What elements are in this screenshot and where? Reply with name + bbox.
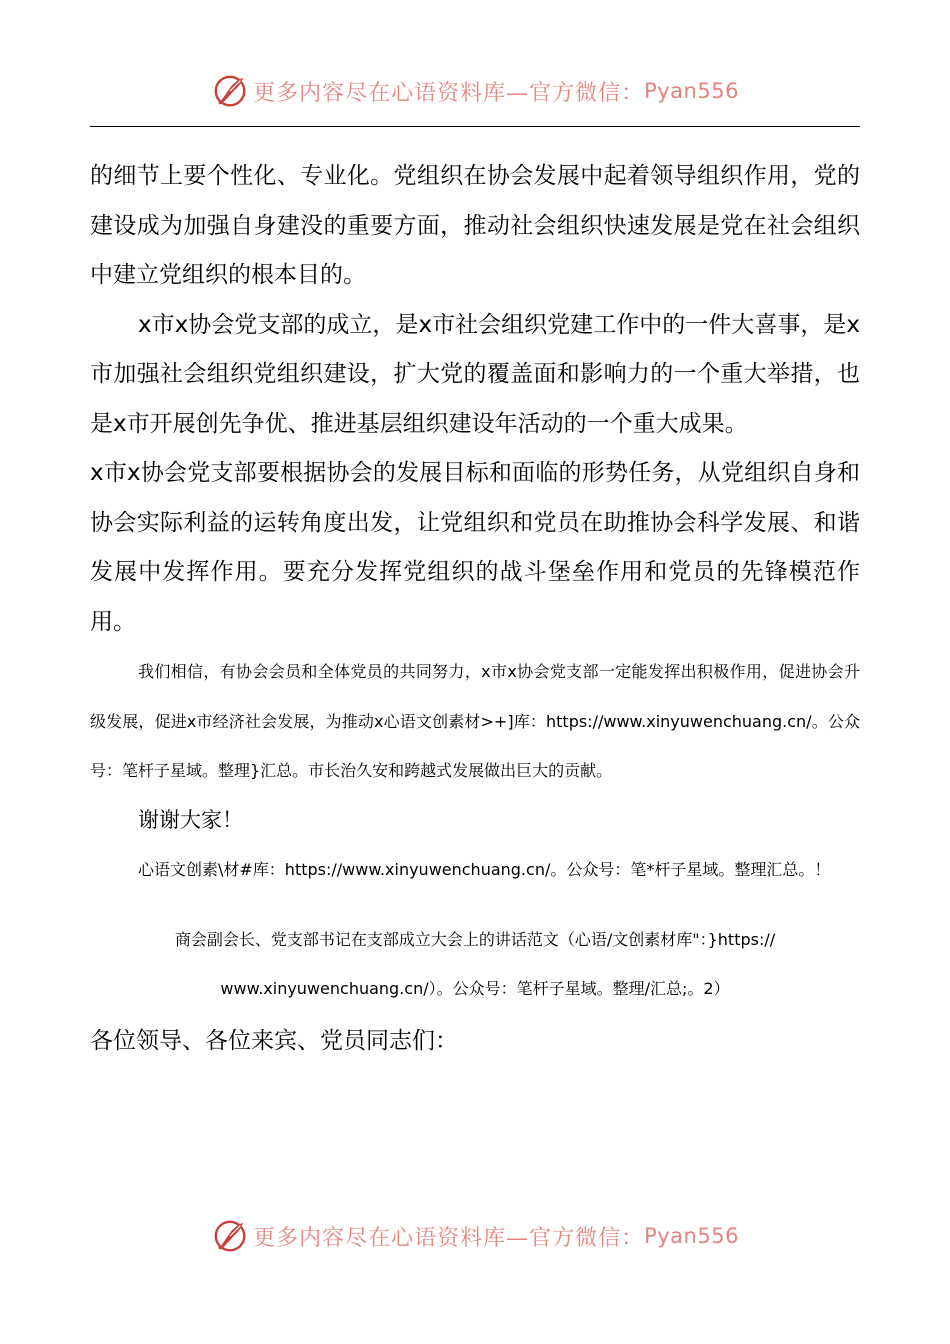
header-wechat-id: Pyan556: [644, 79, 739, 103]
subtitle-line-1: 商会副会长、党支部书记在支部成立大会上的讲话范文（心语/文创素材库"：}https://: [174, 929, 776, 949]
paragraph-4: 我们相信，有协会会员和全体党员的共同努力，x市x协会党支部一定能发挥出积极作用，促进协会升级发展，促进x市经济社会发展，为推动x心语文创素材>+]库：https://www.xinyuwenchuang.cn/。公众号：笔杆子星域。整理}汇总。市长治久安和跨越式发展做出巨大的贡献。: [90, 662, 860, 780]
greeting: 各位领导、各位来宾、党员同志们：: [90, 1027, 458, 1054]
quill-pen-logo-icon: [211, 72, 249, 110]
paragraph-2: x市x协会党支部的成立，是x市社会组织党建工作中的一件大喜事，是x市加强社会组织党组织建设，扩大党的覆盖面和影响力的一个重大举措，也是x市开展创先争优、推进基层组织建设年活动的一个重大成果。: [90, 311, 860, 437]
speech-subtitle: [90, 915, 860, 1014]
page-footer-banner: [0, 1211, 950, 1261]
thanks-line: 谢谢大家！: [138, 807, 243, 832]
document-body: [90, 152, 860, 1069]
paragraph-5: 心语文创素\材#库：https://www.xinyuwenchuang.cn/。公众号：笔*杆子星域。整理汇总。！: [138, 860, 831, 879]
header-divider: [90, 126, 860, 127]
paragraph-1: 的细节上要个性化、专业化。党组织在协会发展中起着领导组织作用，党的建设成为加强自身建没的重要方面，推动社会组织快速发展是党在社会组织中建立党组织的根本目的。: [90, 163, 860, 288]
quill-pen-logo-icon: [211, 1217, 249, 1255]
paragraph-3: x市x协会党支部要根据协会的发展目标和面临的形势任务，从党组织自身和协会实际利益的运转角度出发，让党组织和党员在助推协会科学发展、和谐发展中发挥作用。要充分发挥党组织的战斗堡垒作用和党员的先锋模范作用。: [90, 460, 860, 635]
subtitle-line-2: www.xinyuwenchuang.cn/）。公众号：笔杆子星域。整理/汇总;。2）: [220, 979, 730, 998]
header-banner-text: 更多内容尽在心语资料库—官方微信：: [253, 80, 645, 106]
page-header-banner: [0, 66, 950, 116]
footer-banner-text: 更多内容尽在心语资料库—官方微信：: [253, 1225, 645, 1251]
footer-wechat-id: Pyan556: [644, 1224, 739, 1248]
